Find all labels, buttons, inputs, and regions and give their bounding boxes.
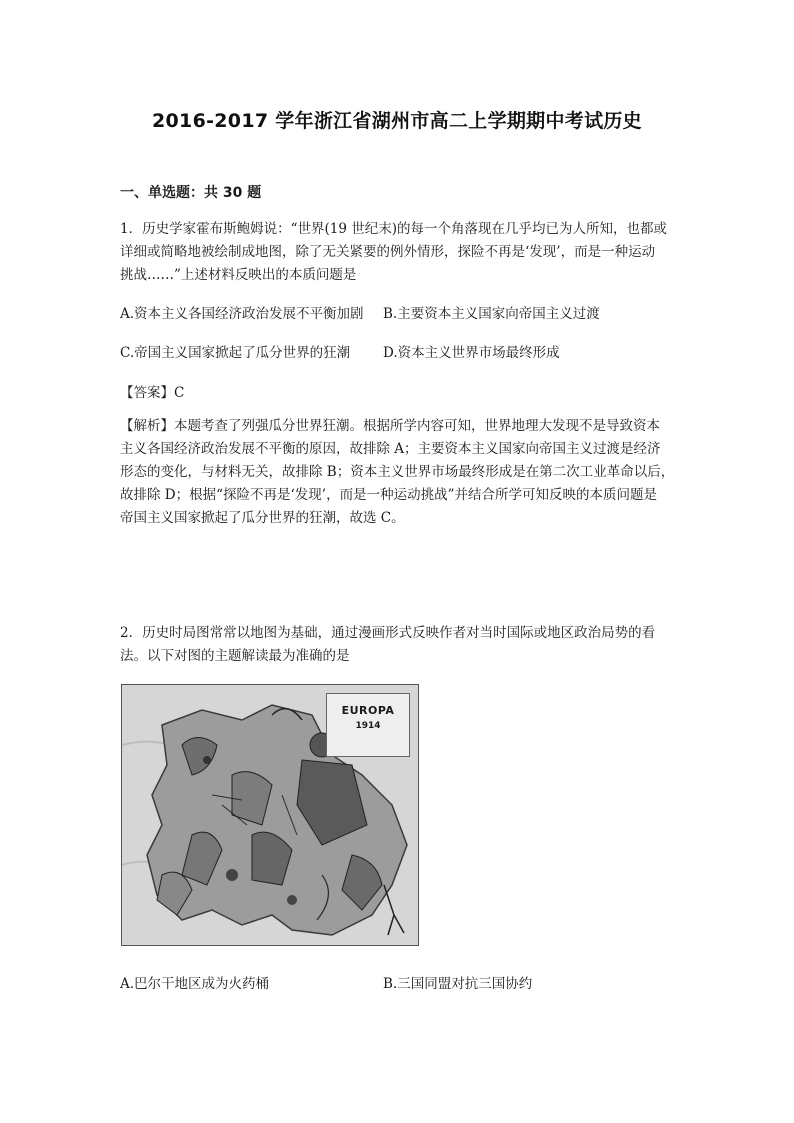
question-1-answer: 【答案】C	[120, 385, 185, 401]
question-1-stem-line: 1．历史学家霍布斯鲍姆说：“世界(19 世纪末)的每一个角落现在几乎均已为人所知，也都或	[120, 221, 667, 237]
question-1-option-c: C.帝国主义国家掀起了瓜分世界的狂潮	[120, 345, 351, 361]
analysis-line: 故排除 D；根据“探险不再是‘发现’，而是一种运动挑战”并结合所学可知反映的本质问题是	[120, 487, 657, 503]
analysis-line: 主义各国经济政治发展不平衡的原因，故排除 A；主要资本主义国家向帝国主义过渡是经济	[120, 441, 661, 457]
question-1-option-d: D.资本主义世界市场最终形成	[383, 345, 560, 361]
question-2-stem-line: 2．历史时局图常常以地图为基础，通过漫画形式反映作者对当时国际或地区政治局势的看	[120, 625, 656, 641]
analysis-line: 帝国主义国家掀起了瓜分世界的狂潮，故选 C。	[120, 510, 405, 526]
document-title: 2016-2017 学年浙江省湖州市高二上学期期中考试历史	[152, 110, 642, 132]
question-2-stem	[120, 622, 680, 668]
question-2-option-b: B.三国同盟对抗三国协约	[383, 976, 533, 992]
question-2-option-a: A.巴尔干地区成为火药桶	[120, 976, 270, 992]
question-1-option-a: A.资本主义各国经济政治发展不平衡加剧	[120, 306, 364, 322]
cartoon-title-box	[326, 693, 410, 757]
cartoon-map-figure	[121, 684, 419, 946]
section-heading: 一、单选题：共 30 题	[120, 185, 262, 201]
question-1-stem	[120, 218, 680, 287]
analysis-line: 【解析】本题考查了列强瓜分世界狂潮。根据所学内容可知，世界地理大发现不是导致资本	[120, 418, 660, 434]
question-2-stem-line: 法。以下对图的主题解读最为准确的是	[120, 648, 350, 664]
cartoon-title-year: 1914	[355, 721, 381, 731]
cartoon-title-word: EUROPA	[341, 704, 395, 717]
analysis-line: 形态的变化，与材料无关，故排除 B；资本主义世界市场最终形成是在第二次工业革命以后，	[120, 464, 675, 480]
question-1-stem-line: 挑战……”上述材料反映出的本质问题是	[120, 267, 357, 283]
question-1-option-b: B.主要资本主义国家向帝国主义过渡	[383, 306, 600, 322]
question-1-analysis	[120, 415, 680, 530]
question-1-stem-line: 详细或简略地被绘制成地图，除了无关紧要的例外情形，探险不再是‘发现’，而是一种运动	[120, 244, 656, 260]
